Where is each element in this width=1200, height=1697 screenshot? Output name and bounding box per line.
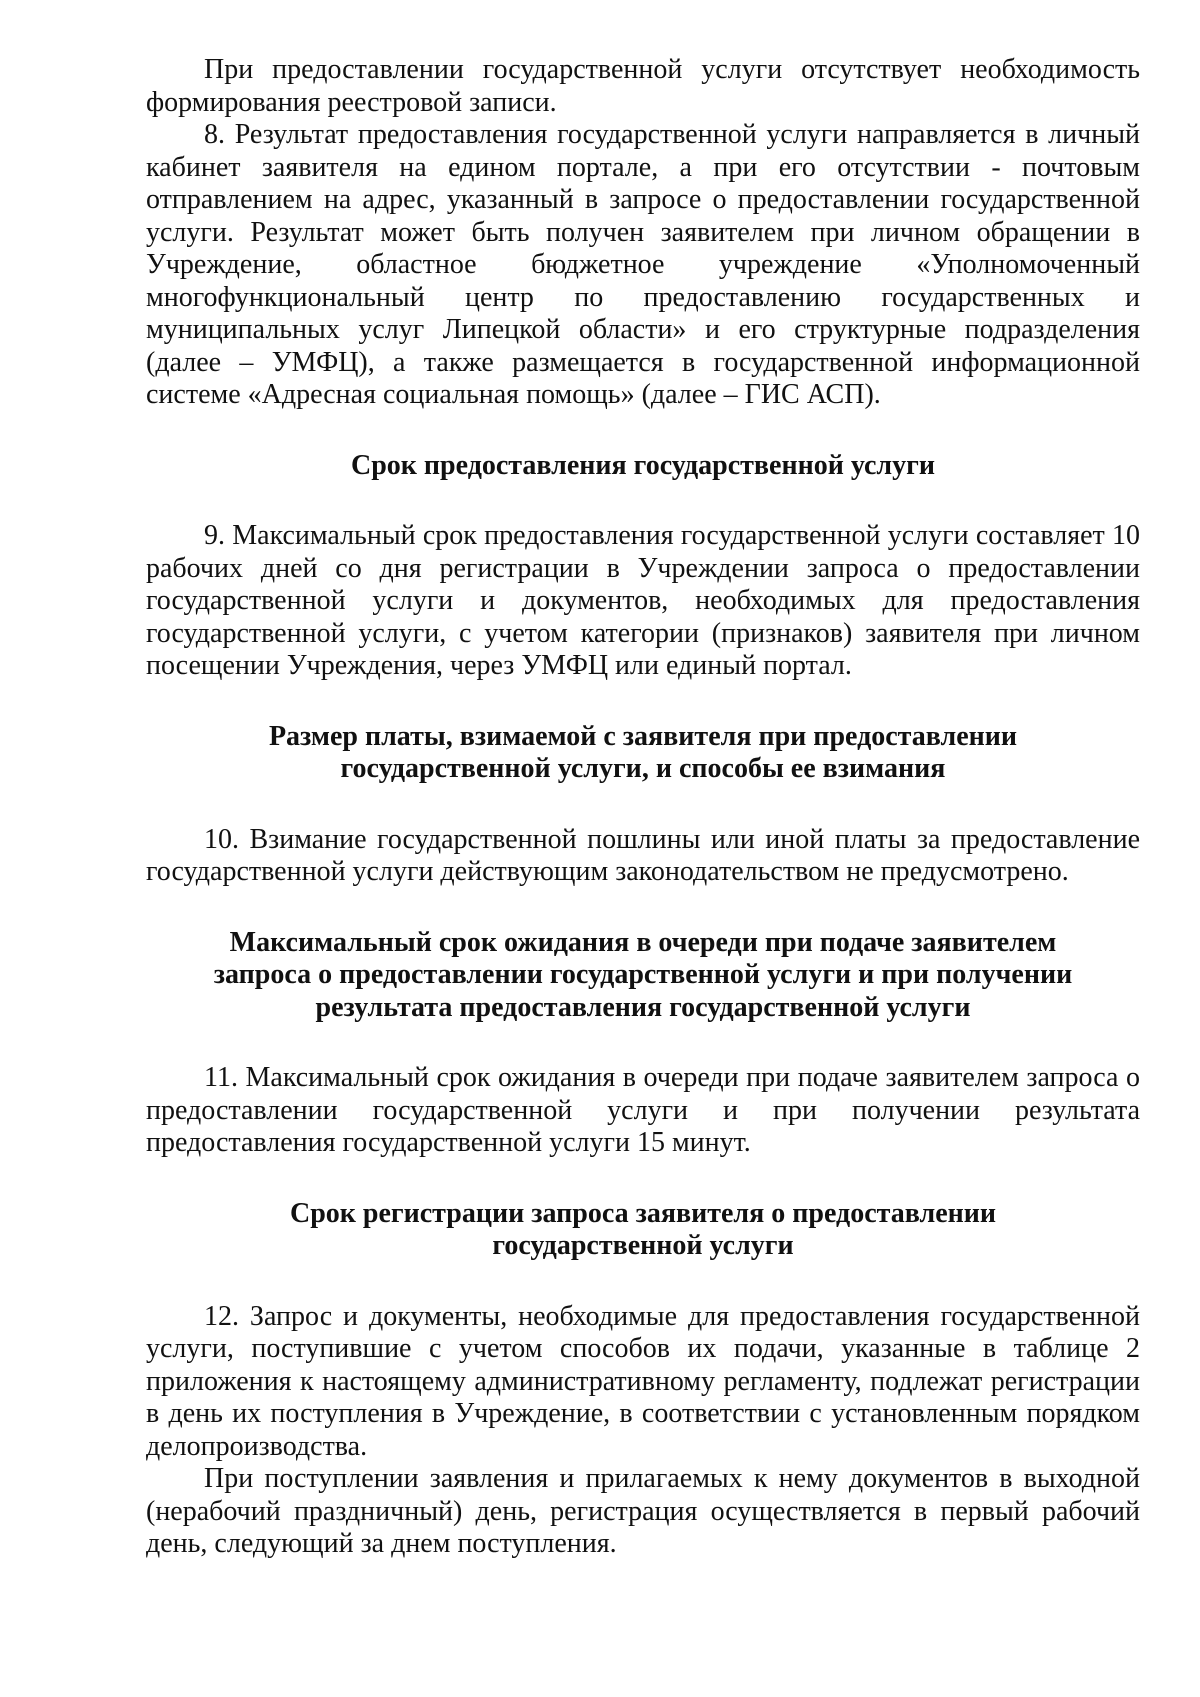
paragraph-10-fee: 10. Взимание государственной пошлины или иной платы за предоставление государственной услуги действующим законодательством не предусмотрено. xyxy=(146,823,1140,887)
heading-registration-line-2: государственной услуги xyxy=(492,1230,794,1261)
heading-fee xyxy=(146,721,1140,786)
spacer xyxy=(146,889,1140,927)
spacer xyxy=(146,683,1140,721)
heading-fee-line-2: государственной услуги, и способы ее взимания xyxy=(340,753,946,784)
paragraph-12-registration: 12. Запрос и документы, необходимые для предоставления государственной услуги, поступившие с учетом способов их подачи, указанные в таблице 2 приложения к настоящему административному регламенту, подлежат регистрации в день их поступления в Учреждение, в соответствии с установленным порядком делопроизводства. xyxy=(146,1300,1140,1462)
paragraph-12-holiday: При поступлении заявления и прилагаемых к нему документов в выходной (нерабочий праздничный) день, регистрация осуществляется в первый рабочий день, следующий за днем поступления. xyxy=(146,1463,1140,1559)
heading-fee-line-1: Размер платы, взимаемой с заявителя при предоставлении xyxy=(268,720,1018,752)
paragraph-9-max-term: 9. Максимальный срок предоставления государственной услуги составляет 10 рабочих дней со дня регистрации в Учреждении запроса о предоставлении государственной услуги и документов, необходимых для предоставления государственной услуги, с учетом категории (признаков) заявителя при личном посещении Учреждения, через УМФЦ или единый портал. xyxy=(146,520,1140,681)
spacer xyxy=(146,786,1140,824)
heading-queue-line-3: результата предоставления государственной услуги xyxy=(315,991,971,1023)
paragraph-registry-note: При предоставлении государственной услуги отсутствует необходимость формирования реестровой записи. xyxy=(146,54,1140,118)
heading-service-term: Срок предоставления государственной услуги xyxy=(351,449,935,481)
spacer xyxy=(146,1160,1140,1198)
heading-registration xyxy=(146,1198,1140,1263)
heading-queue-line-1: Максимальный срок ожидания в очереди при подаче заявителем xyxy=(229,926,1057,958)
paragraph-11-queue: 11. Максимальный срок ожидания в очереди при подаче заявителем запроса о предоставлении государственной услуги и при получении результата предоставления государственной услуги 15 минут. xyxy=(146,1062,1140,1158)
heading-queue xyxy=(146,927,1140,1025)
spacer xyxy=(146,1024,1140,1062)
spacer xyxy=(146,412,1140,450)
spacer xyxy=(146,1263,1140,1301)
heading-registration-line-1: Срок регистрации запроса заявителя о предоставлении xyxy=(289,1197,997,1229)
spacer xyxy=(146,482,1140,520)
document-body xyxy=(146,54,1140,1561)
heading-queue-line-2: запроса о предоставлении государственной услуги и при получении xyxy=(213,959,1073,990)
paragraph-8-result: 8. Результат предоставления государственной услуги направляется в личный кабинет заявителя на едином портале, а при его отсутствии - почтовым отправлением на адрес, указанный в запросе о предоставлении государственной услуги. Результат может быть получен заявителем при личном обращении в Учреждение, областное бюджетное учреждение «Уполномоченный многофункциональный центр по предоставлению государственных и муниципальных услуг Липецкой области» и его структурные подразделения (далее – УМФЦ), а также размещается в государственной информационной системе «Адресная социальная помощь» (далее – ГИС АСП). xyxy=(146,119,1140,410)
